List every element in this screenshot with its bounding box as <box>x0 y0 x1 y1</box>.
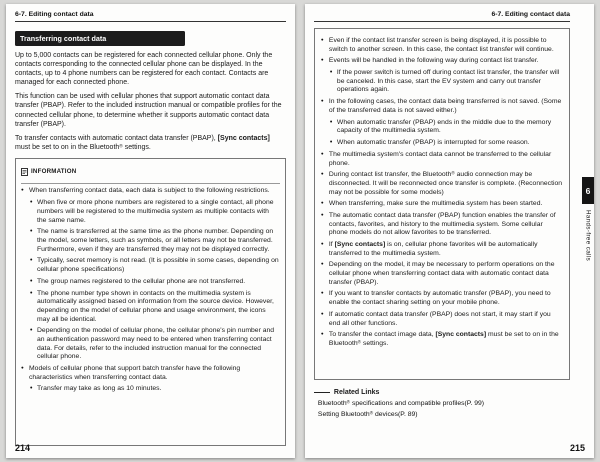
info-list-item-text: The phone number type shown in contacts on the multimedia system is automatically assigned based on information from the source device. However, depending on the model of cellular phone and usage environment, the icons may all be identical. <box>37 289 274 323</box>
note-list-item-text: When automatic transfer (PBAP) is interrupted for some reason. <box>336 138 530 146</box>
info-list-item <box>21 257 280 274</box>
sub-bullet-icon <box>30 228 37 254</box>
info-list-item-text: Depending on the model of cellular phone, the cellular phone's pin number and an authentication password may need to be entered when transferring contact data. For details, refer to the included instruction manual for the connected cellular phone. <box>37 327 275 361</box>
related-links-title: Related Links <box>333 389 380 396</box>
bullet-icon <box>321 261 329 287</box>
related-links-header <box>314 389 570 396</box>
note-list-item-text: In the following cases, the contact data being transferred is not saved. (Some of the transferred data is not saved either.) <box>328 98 562 114</box>
info-list-item <box>21 187 280 196</box>
bullet-icon <box>321 200 329 209</box>
note-list-item <box>321 139 563 148</box>
note-list-item <box>321 212 563 238</box>
info-list-item-text: Models of cellular phone that support batch transfer have the following characteristics when transferring contact data. <box>29 365 241 381</box>
related-links-rule <box>314 392 330 393</box>
information-box <box>15 158 286 446</box>
info-list-item-text: When transferring contact data, each data is subject to the following restrictions. <box>29 187 270 195</box>
info-list-item <box>21 365 280 382</box>
sub-bullet-icon <box>30 278 37 287</box>
info-list-item <box>21 228 280 254</box>
sub-bullet-icon <box>30 327 37 362</box>
info-list-item-text: When five or more phone numbers are registered to a single contact, all phone numbers will be registered to the multimedia system as multiple contacts with the same name. <box>37 199 274 224</box>
page-right <box>305 4 594 458</box>
note-list-item-text: Even if the contact list transfer screen is being displayed, it is possible to switch to another screen. In this case, the contact list transfer will continue. <box>328 37 554 53</box>
bullet-icon <box>321 37 329 54</box>
page-number: 215 <box>569 443 585 453</box>
bullet-icon <box>321 311 329 328</box>
note-list-item-text: When transferring, make sure the multimedia system has been started. <box>328 200 543 208</box>
note-list-item <box>321 261 563 287</box>
bullet-icon <box>21 187 29 196</box>
note-list-item <box>321 119 563 136</box>
note-list-item <box>321 151 563 168</box>
sub-bullet-icon <box>30 257 37 274</box>
note-list-item <box>321 69 563 95</box>
note-list-item-text: Events will be handled in the following way during contact list transfer. <box>328 57 539 65</box>
information-header <box>21 163 280 185</box>
note-list-item-text: If the power switch is turned off during contact list transfer, the transfer will be canceled. In this case, start the EV system and carry out transfer operations again. <box>336 69 560 94</box>
info-list-item <box>21 199 280 225</box>
related-link[interactable]: Bluetooth® specifications and compatible profiles(P. 99) <box>317 399 485 407</box>
note-list-item-text: The multimedia system's contact data cannot be transferred to the cellular phone. <box>328 150 552 167</box>
info-list-item <box>21 385 280 394</box>
sub-bullet-icon <box>330 69 337 95</box>
note-list-item <box>321 311 563 328</box>
sub-bullet-icon <box>30 290 37 325</box>
note-list-item-text: If [Sync contacts] is on, cellular phone favorites will be automatically transferred to the multimedia system. <box>328 241 538 257</box>
information-icon <box>21 163 28 181</box>
bullet-icon <box>321 57 329 66</box>
section-title: Transferring contact data <box>15 31 185 46</box>
note-list-item-text: When automatic transfer (PBAP) ends in the middle due to the memory capacity of the multimedia system. <box>336 118 552 135</box>
info-list-item-text: Transfer may take as long as 10 minutes. <box>37 385 162 393</box>
note-list-item <box>321 241 563 258</box>
related-link[interactable]: Setting Bluetooth® devices(P. 89) <box>317 410 418 418</box>
info-list-item <box>21 327 280 362</box>
chapter-label: Hands-free calls <box>584 210 592 262</box>
bullet-icon <box>321 290 329 307</box>
bullet-icon <box>321 151 329 168</box>
note-list-item <box>321 200 563 209</box>
note-list-item-text: During contact list transfer, the Bluetooth® audio connection may be disconnected. It will be reconnected once transfer is complete. (Reconnection may not be possible for some models) <box>328 170 563 196</box>
information-title: INFORMATION <box>31 168 77 176</box>
related-links-section <box>314 389 570 418</box>
sub-bullet-icon <box>330 139 337 148</box>
notes-box <box>314 28 570 380</box>
info-list-item-text: The name is transferred at the same time as the phone number. Depending on the model, some letters, such as symbols, or all letters may not be transferred. Furthermore, even if they are transferred they may not be displayed correctly. <box>37 228 274 253</box>
note-list-item <box>321 57 563 66</box>
bullet-icon <box>21 365 29 382</box>
info-list-item <box>21 290 280 325</box>
bullet-icon <box>321 98 329 115</box>
note-list-item-text: If automatic contact data transfer (PBAP) does not start, it may start if you end all other functions. <box>328 310 551 327</box>
note-list-item <box>321 98 563 115</box>
note-list-item <box>321 37 563 54</box>
page-header: 6-7. Editing contact data <box>314 11 570 22</box>
sub-bullet-icon <box>30 199 37 225</box>
bullet-icon <box>321 331 329 348</box>
sub-bullet-icon <box>30 385 37 394</box>
page-header: 6-7. Editing contact data <box>15 11 286 22</box>
paragraph: Up to 5,000 contacts can be registered for each connected cellular phone. Only the contacts corresponding to the connected cellular phone can be displayed. In the contacts, up to 4 phone numbers can be registered for each contact. Contacts are managed for each connected phone. <box>15 52 273 87</box>
page-number: 214 <box>15 443 31 453</box>
bullet-icon <box>321 212 329 238</box>
note-list-item <box>321 290 563 307</box>
info-list-item <box>21 278 280 287</box>
note-list-item-text: To transfer the contact image data, [Sync contacts] must be set to on in the Bluetooth® settings. <box>328 331 559 347</box>
info-list-item-text: The group names registered to the cellular phone are not transferred. <box>37 277 246 285</box>
note-list-item-text: The automatic contact data transfer (PBAP) function enables the transfer of contacts, favorites, and history to the multimedia system. Some cellular phone models do not allow favorites to be transferred. <box>328 211 556 237</box>
note-list-item <box>321 171 563 197</box>
note-list-item-text: If you want to transfer contacts by automatic transfer (PBAP), you need to enable the contact sharing setting on your mobile phone. <box>328 290 551 307</box>
sub-bullet-icon <box>330 119 337 136</box>
note-list-item-text: Depending on the model, it may be necessary to perform operations on the cellular phone when transferring contact data with automatic contact data transfer (PBAP). <box>328 261 555 286</box>
paragraph: This function can be used with cellular phones that support automatic contact data transfer (PBAP). Refer to the included instruction manual or compatible profiles for the connected cellular phone, to determine whether it supports automatic contact data transfer (PBAP). <box>15 93 282 128</box>
bullet-icon <box>321 171 329 197</box>
note-list-item <box>321 331 563 348</box>
info-list-item-text: Typically, secret memory is not read. (It is possible in some cases, depending on cellular phone specifications) <box>37 257 279 273</box>
chapter-tab: 6 <box>582 177 594 204</box>
page-left <box>6 4 295 458</box>
paragraph: To transfer contacts with automatic contact data transfer (PBAP), [Sync contacts] must be set to on in the Bluetooth® settings. <box>15 134 270 151</box>
bullet-icon <box>321 241 329 258</box>
